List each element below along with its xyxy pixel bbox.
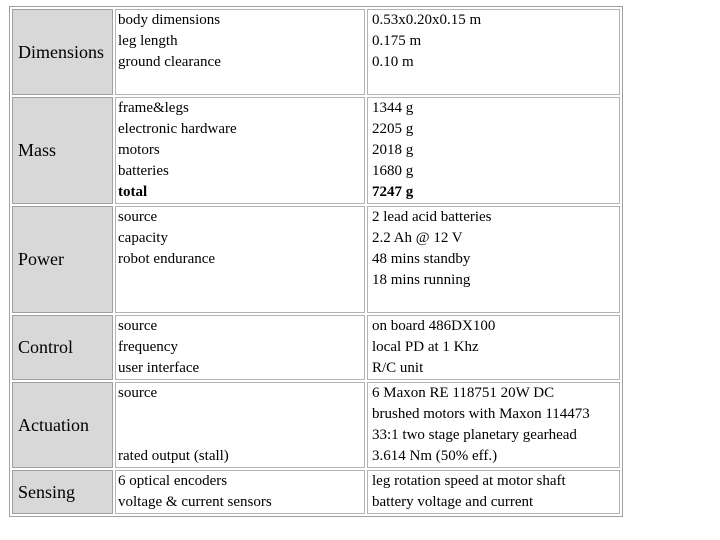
property-label: source xyxy=(118,385,158,401)
properties-control xyxy=(115,315,365,380)
property-value: leg rotation speed at motor shaft xyxy=(372,473,566,489)
property-label: user interface xyxy=(118,360,200,376)
values-actuation xyxy=(367,382,620,468)
property-label: voltage & current sensors xyxy=(118,494,272,510)
category-dimensions: Dimensions xyxy=(12,9,113,95)
property-label: capacity xyxy=(118,230,168,246)
property-label: leg length xyxy=(118,33,178,49)
property-value: on board 486DX100 xyxy=(372,318,496,334)
spec-row-power xyxy=(12,206,620,313)
property-value: 1344 g xyxy=(372,100,414,116)
property-value: 0.10 m xyxy=(372,54,414,70)
property-label: robot endurance xyxy=(118,251,216,267)
properties-sensing xyxy=(115,470,365,514)
spec-row-mass xyxy=(12,97,620,204)
spec-row-sensing xyxy=(12,470,620,514)
property-value: 48 mins standby xyxy=(372,251,471,267)
properties-actuation xyxy=(115,382,365,468)
spacer xyxy=(368,291,619,312)
property-value: 33:1 two stage planetary gearhead xyxy=(372,427,577,443)
properties-mass xyxy=(115,97,365,204)
category-control: Control xyxy=(12,315,113,380)
properties-power xyxy=(115,206,365,313)
property-label: source xyxy=(118,318,158,334)
property-label xyxy=(116,270,364,291)
property-label: motors xyxy=(118,142,160,158)
spacer xyxy=(368,73,619,94)
category-mass: Mass xyxy=(12,97,113,204)
spec-row-actuation xyxy=(12,382,620,468)
spec-row-control xyxy=(12,315,620,380)
properties-dimensions xyxy=(115,9,365,95)
property-value: R/C unit xyxy=(372,360,424,376)
property-value-total: 7247 g xyxy=(372,184,414,200)
property-value: 6 Maxon RE 118751 20W DC xyxy=(372,385,555,401)
property-value: 2018 g xyxy=(372,142,414,158)
property-label: ground clearance xyxy=(118,54,221,70)
values-control xyxy=(367,315,620,380)
values-dimensions xyxy=(367,9,620,95)
property-value: 1680 g xyxy=(372,163,414,179)
property-value: brushed motors with Maxon 114473 xyxy=(372,406,590,422)
property-label: frame&legs xyxy=(118,100,189,116)
property-value: 2.2 Ah @ 12 V xyxy=(372,230,463,246)
property-label: frequency xyxy=(118,339,178,355)
property-value: 2205 g xyxy=(372,121,414,137)
values-sensing xyxy=(367,470,620,514)
property-value: 0.53x0.20x0.15 m xyxy=(372,12,482,28)
property-label: rated output (stall) xyxy=(118,448,229,464)
values-mass xyxy=(367,97,620,204)
values-power xyxy=(367,206,620,313)
property-label: electronic hardware xyxy=(118,121,237,137)
property-value: 0.175 m xyxy=(372,33,422,49)
robot-specifications-table xyxy=(9,6,623,517)
property-label: batteries xyxy=(118,163,169,179)
property-label: 6 optical encoders xyxy=(118,473,228,489)
spec-row-dimensions xyxy=(12,9,620,95)
category-sensing: Sensing xyxy=(12,470,113,514)
property-label-total: total xyxy=(118,184,148,200)
property-value: 3.614 Nm (50% eff.) xyxy=(372,448,498,464)
property-value: battery voltage and current xyxy=(372,494,534,510)
property-value: 2 lead acid batteries xyxy=(372,209,492,225)
category-power: Power xyxy=(12,206,113,313)
category-actuation: Actuation xyxy=(12,382,113,468)
property-label: body dimensions xyxy=(118,12,221,28)
property-label: source xyxy=(118,209,158,225)
property-value: 18 mins running xyxy=(372,272,471,288)
property-label xyxy=(116,425,364,446)
property-label xyxy=(116,404,364,425)
property-value: local PD at 1 Khz xyxy=(372,339,479,355)
